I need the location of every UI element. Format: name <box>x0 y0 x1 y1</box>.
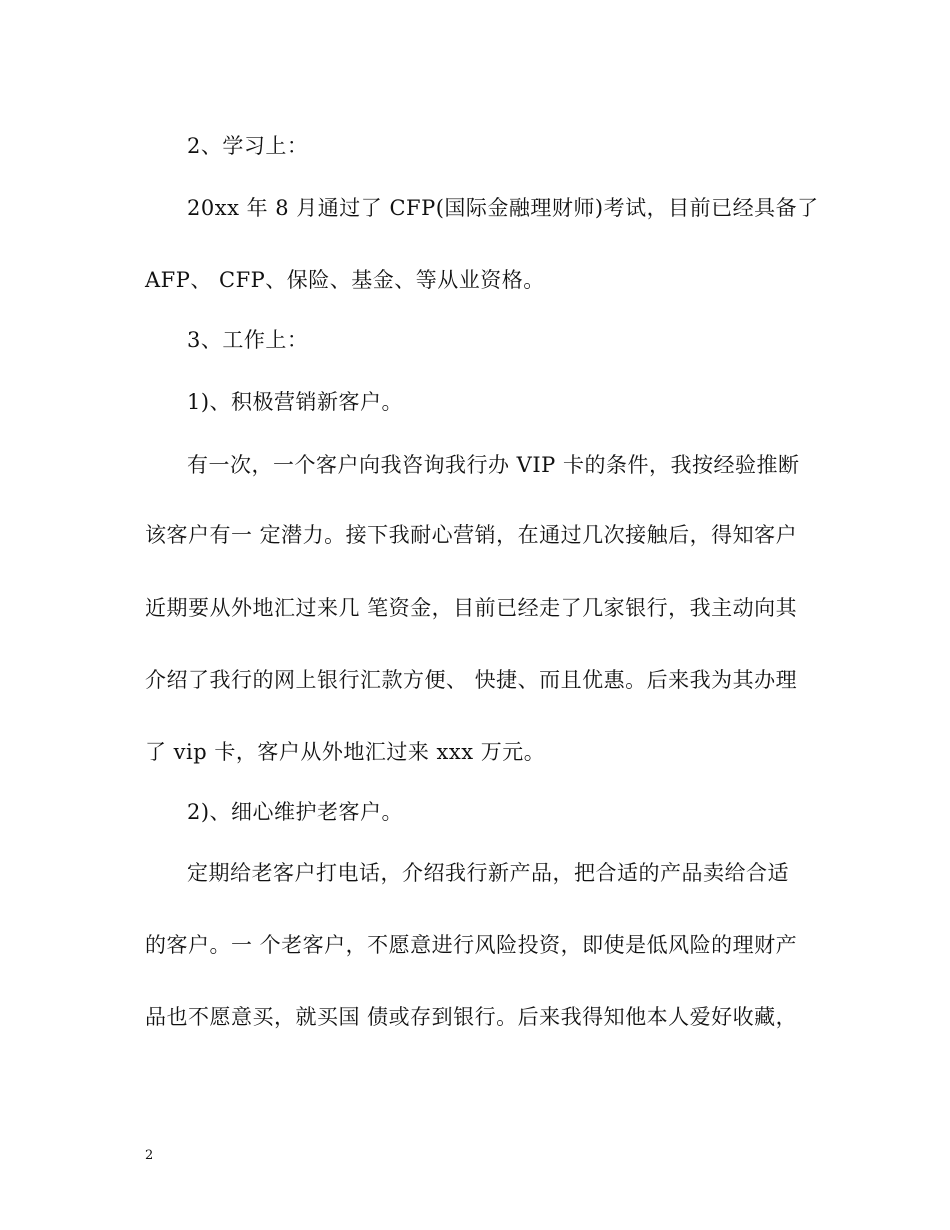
subheading-new-customers: 1)、积极营销新客户。 <box>187 390 404 414</box>
section-heading-study: 2、学习上： <box>187 134 309 158</box>
paragraph-line: 20xx 年 8 月通过了 CFP(国际金融理财师)考试，目前已经具备了 <box>187 196 819 220</box>
paragraph-line: 介绍了我行的网上银行汇款方便、 快捷、而且优惠。后来我为其办理 <box>145 668 798 692</box>
page-number: 2 <box>145 1148 154 1163</box>
paragraph-line: 近期要从外地汇过来几 笔资金，目前已经走了几家银行，我主动向其 <box>145 596 798 620</box>
paragraph-line: AFP、 CFP、保险、基金、等从业资格。 <box>145 268 545 292</box>
paragraph-line: 有一次，一个客户向我咨询我行办 VIP 卡的条件，我按经验推断 <box>187 453 800 477</box>
paragraph-line: 该客户有一 定潜力。接下我耐心营销，在通过几次接触后，得知客户 <box>145 523 798 547</box>
subheading-old-customers: 2)、细心维护老客户。 <box>187 800 404 824</box>
paragraph-line: 定期给老客户打电话，介绍我行新产品，把合适的产品卖给合适 <box>187 861 789 885</box>
paragraph-line: 了 vip 卡，客户从外地汇过来 xxx 万元。 <box>145 740 546 764</box>
paragraph-line: 的客户。一 个老客户，不愿意进行风险投资，即使是低风险的理财产 <box>145 933 798 957</box>
section-heading-work: 3、工作上： <box>187 328 309 352</box>
paragraph-line: 品也不愿意买，就买国 债或存到银行。后来我得知他本人爱好收藏， <box>145 1005 798 1029</box>
